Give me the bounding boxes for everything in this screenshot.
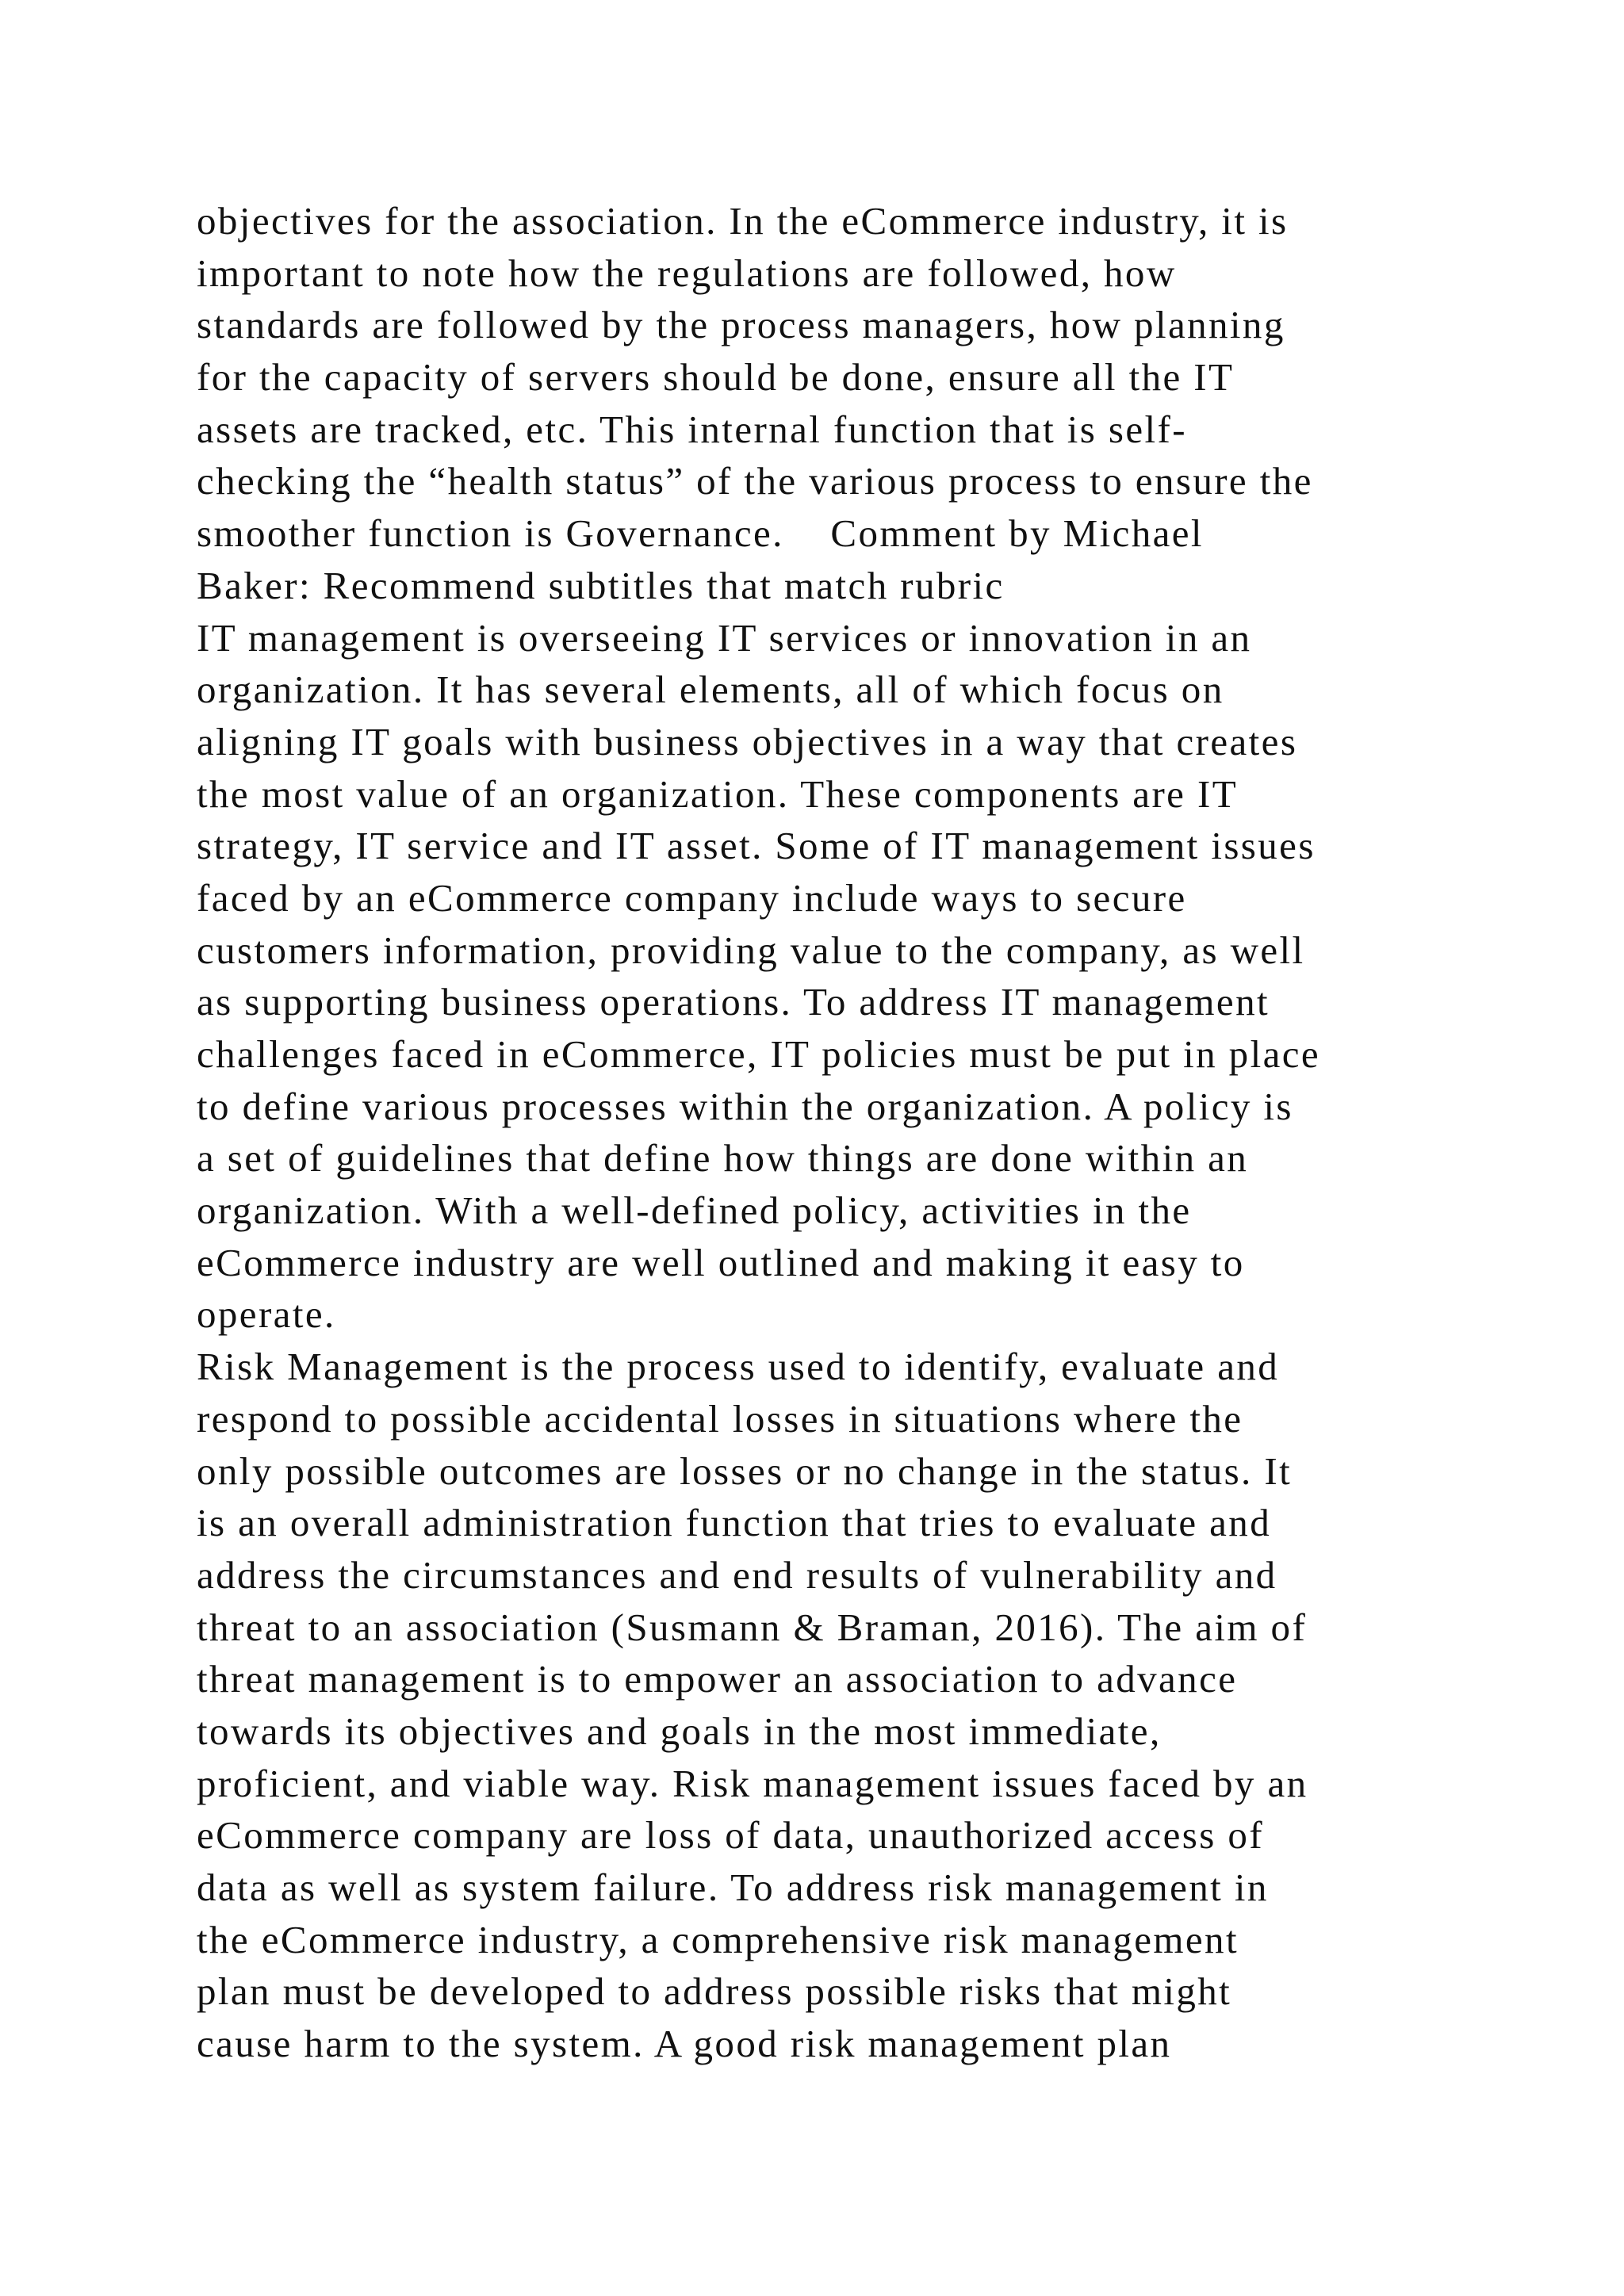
text-line: assets are tracked, etc. This internal function that is self- (197, 407, 1187, 451)
text-line: threat to an association (Susmann & Braman, 2016). The aim of (197, 1605, 1308, 1649)
text-line: strategy, IT service and IT asset. Some of IT management issues (197, 824, 1316, 868)
text-line: Risk Management is the process used to identify, evaluate and (197, 1345, 1280, 1389)
text-line: challenges faced in eCommerce, IT policies must be put in place (197, 1032, 1321, 1076)
text-line: standards are followed by the process managers, how planning (197, 303, 1285, 347)
text-line: organization. With a well-defined policy, activities in the (197, 1188, 1192, 1233)
text-line: address the circumstances and end results of vulnerability and (197, 1552, 1277, 1597)
body-text (197, 195, 1481, 2070)
text-line: respond to possible accidental losses in situations where the (197, 1396, 1243, 1441)
comment-line: Baker: Recommend subtitles that match rubric (197, 563, 1005, 607)
text-line: a set of guidelines that define how things are done within an (197, 1136, 1249, 1181)
text-line: the most value of an organization. These components are IT (197, 771, 1239, 816)
text-line: customers information, providing value to the company, as well (197, 928, 1305, 972)
text-line: important to note how the regulations are followed, how (197, 251, 1177, 295)
text-line: for the capacity of servers should be done, ensure all the IT (197, 355, 1235, 400)
text-line: IT management is overseeing IT services or innovation in an (197, 615, 1252, 660)
text-line: towards its objectives and goals in the most immediate, (197, 1709, 1162, 1753)
text-line: checking the “health status” of the various process to ensure the (197, 459, 1313, 503)
text-line: organization. It has several elements, all of which focus on (197, 668, 1224, 712)
text-line: is an overall administration function that tries to evaluate and (197, 1501, 1272, 1545)
text-line: the eCommerce industry, a comprehensive risk management (197, 1917, 1239, 1961)
text-line: threat management is to empower an association to advance (197, 1657, 1238, 1701)
text-line: smoother function is Governance. Comment by Michael (197, 511, 1204, 556)
text-line: faced by an eCommerce company include ways to secure (197, 875, 1187, 920)
text-line: aligning IT goals with business objectives in a way that creates (197, 719, 1298, 763)
text-line: cause harm to the system. A good risk management plan (197, 2022, 1172, 2066)
text-line: as supporting business operations. To address IT management (197, 980, 1270, 1024)
text-line: eCommerce company are loss of data, unauthorized access of (197, 1813, 1265, 1858)
text-line: operate. (197, 1292, 336, 1337)
text-line: eCommerce industry are well outlined and making it easy to (197, 1240, 1245, 1284)
text-line: data as well as system failure. To address risk management in (197, 1866, 1269, 1909)
text-line: plan must be developed to address possible risks that might (197, 1969, 1232, 2014)
text-line: only possible outcomes are losses or no change in the status. It (197, 1448, 1293, 1493)
text-line: proficient, and viable way. Risk management issues faced by an (197, 1761, 1308, 1805)
text-line: to define various processes within the organization. A policy is (197, 1084, 1293, 1128)
text-line: objectives for the association. In the eCommerce industry, it is (197, 199, 1289, 243)
